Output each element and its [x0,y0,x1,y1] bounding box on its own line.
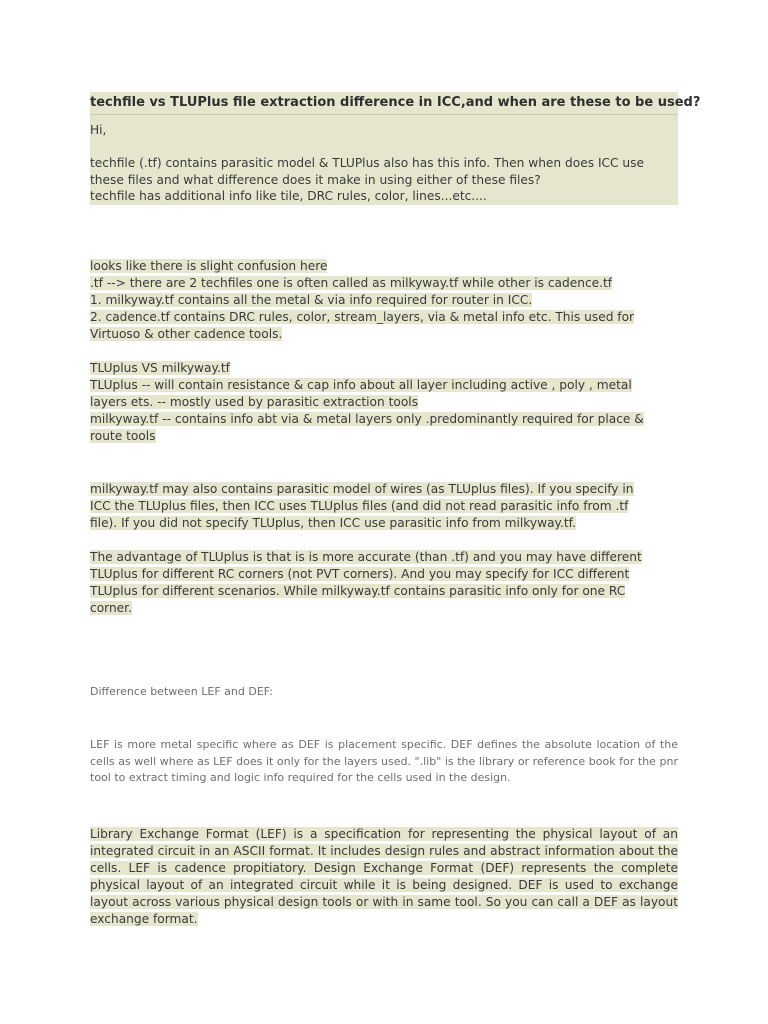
answer-line: corner. [90,601,132,615]
question-title: techfile vs TLUPlus file extraction difference in ICC,and when are these to be used? [90,92,678,115]
question-body [90,115,678,205]
answer-2 [90,481,678,617]
answer-1 [90,258,678,445]
question-line: techfile (.tf) contains parasitic model & TLUPlus also has this info. Then when does ICC use [90,156,645,170]
answer-line: Virtuoso & other cadence tools. [90,327,283,341]
answer-line: 1. milkyway.tf contains all the metal & via info required for router in ICC. [90,293,533,307]
answer-line: layers ets. -- mostly used by parasitic extraction tools [90,395,419,409]
answer-line: TLUplus for different scenarios. While milkyway.tf contains parasitic info only for one RC [90,584,626,598]
lef-def-heading: Difference between LEF and DEF: [90,685,273,698]
answer-line: file). If you did not specify TLUplus, then ICC use parasitic info from milkyway.tf. [90,516,576,530]
answer-line: milkyway.tf -- contains info abt via & metal layers only .predominantly required for place & [90,412,644,426]
lef-definition-paragraph: Library Exchange Format (LEF) is a specification for representing the physical layout of an integrated circuit in an ASCII format. It includes design rules and abstract information about the cells. LEF is cadence propitiatory. Design Exchange Format (DEF) represents the complete physical layout of an integrated circuit while it is being designed. DEF is used to exchange layout across various physical design tools or with in same tool. So you can call a DEF as layout exchange format. [90,827,678,926]
answer-line: .tf --> there are 2 techfiles one is often called as milkyway.tf while other is cadence.tf [90,276,613,290]
answer-line: route tools [90,429,156,443]
document-page [90,92,701,926]
answer-line: looks like there is slight confusion here [90,259,328,273]
answer-line: ICC the TLUplus files, then ICC uses TLUplus files (and did not read parasitic info from .tf [90,499,629,513]
question-line: these files and what difference does it make in using either of these files? [90,172,541,187]
question-line: techfile has additional info like tile, DRC rules, color, lines...etc.... [90,189,487,203]
question-box [90,92,701,205]
answer-line: 2. cadence.tf contains DRC rules, color, stream_layers, via & metal info etc. This used for [90,310,635,324]
lef-def-paragraph: LEF is more metal specific where as DEF is placement specific. DEF defines the absolute location of the cells as well where as LEF does it only for the layers used. ".lib" is the library or reference book for the pnr tool to extract timing and logic info required for the cells used in the design. [90,738,678,784]
answer-line: The advantage of TLUplus is that is is more accurate (than .tf) and you may have different [90,550,642,564]
answer-line: TLUplus -- will contain resistance & cap info about all layer including active , poly , metal [90,378,632,392]
answer-line: TLUplus for different RC corners (not PVT corners). And you may specify for ICC different [90,567,630,581]
answer-line: milkyway.tf may also contains parasitic model of wires (as TLUplus files). If you specify in [90,482,634,496]
question-greeting: Hi, [90,123,107,137]
answer-line: TLUplus VS milkyway.tf [90,361,230,375]
